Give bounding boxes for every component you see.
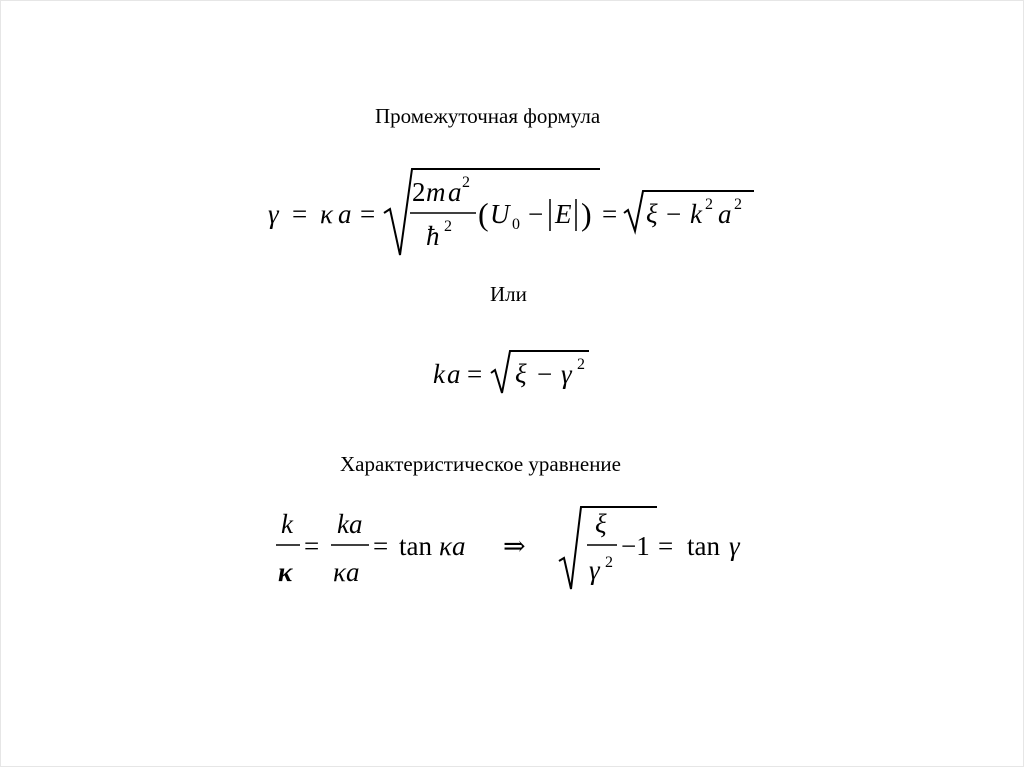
k-symbol: k [690, 199, 702, 229]
kappa-symbol: κ [278, 557, 293, 587]
U-symbol: U [490, 199, 510, 229]
denominator-exponent: 2 [444, 218, 452, 235]
E-symbol: E [555, 199, 572, 229]
a-exponent: 2 [734, 196, 742, 213]
gamma-symbol: γ [561, 359, 572, 389]
xi-symbol: ξ [646, 199, 658, 229]
equals-sign: = [658, 531, 674, 561]
xi-symbol: ξ [515, 359, 527, 389]
gamma-exponent: 2 [577, 356, 585, 373]
gamma-exponent: 2 [605, 554, 613, 571]
minus-sign: − [537, 359, 553, 389]
a-symbol: a [338, 199, 352, 229]
gamma-symbol: γ [589, 555, 600, 585]
k-exponent: 2 [705, 196, 713, 213]
gamma-symbol: γ [268, 199, 279, 229]
U-subscript: 0 [512, 216, 520, 233]
minus-sign: − [666, 199, 682, 229]
equals-sign: = [360, 199, 376, 229]
xi-symbol: ξ [595, 509, 607, 539]
k-symbol: k [281, 509, 293, 539]
numerator-two: 2 [412, 177, 426, 207]
numerator-exponent: 2 [462, 174, 470, 191]
paren-close: ) [581, 196, 592, 232]
a-symbol: a [718, 199, 732, 229]
kappa-a-denominator: κa [333, 557, 360, 587]
heading-intermediate-formula: Промежуточная формула [375, 104, 601, 128]
gamma-argument: γ [729, 531, 740, 561]
formula-characteristic [273, 503, 763, 603]
numerator-m: m [426, 177, 446, 207]
kappa-a-argument: κa [439, 531, 466, 561]
paren-open: ( [478, 196, 489, 232]
implies-arrow: ⇒ [503, 531, 526, 561]
formula-gamma-definition [266, 161, 766, 271]
formula-ka [431, 345, 601, 405]
heading-characteristic-equation: Характеристическое уравнение [340, 452, 621, 476]
equals-sign: = [304, 531, 320, 561]
numerator-a: a [448, 177, 462, 207]
equals-sign: = [292, 199, 308, 229]
ka-numerator: ka [337, 509, 363, 539]
kappa-symbol: κ [320, 199, 333, 229]
equals-sign: = [467, 359, 483, 389]
heading-or: Или [490, 282, 527, 306]
minus-one: −1 [621, 531, 650, 561]
equals-sign: = [602, 199, 618, 229]
minus-sign: − [528, 199, 544, 229]
tan-function: tan [687, 531, 720, 561]
k-symbol: k [433, 359, 445, 389]
hbar-symbol: ħ [426, 221, 440, 251]
tan-function: tan [399, 531, 432, 561]
equals-sign: = [373, 531, 389, 561]
a-symbol: a [447, 359, 461, 389]
